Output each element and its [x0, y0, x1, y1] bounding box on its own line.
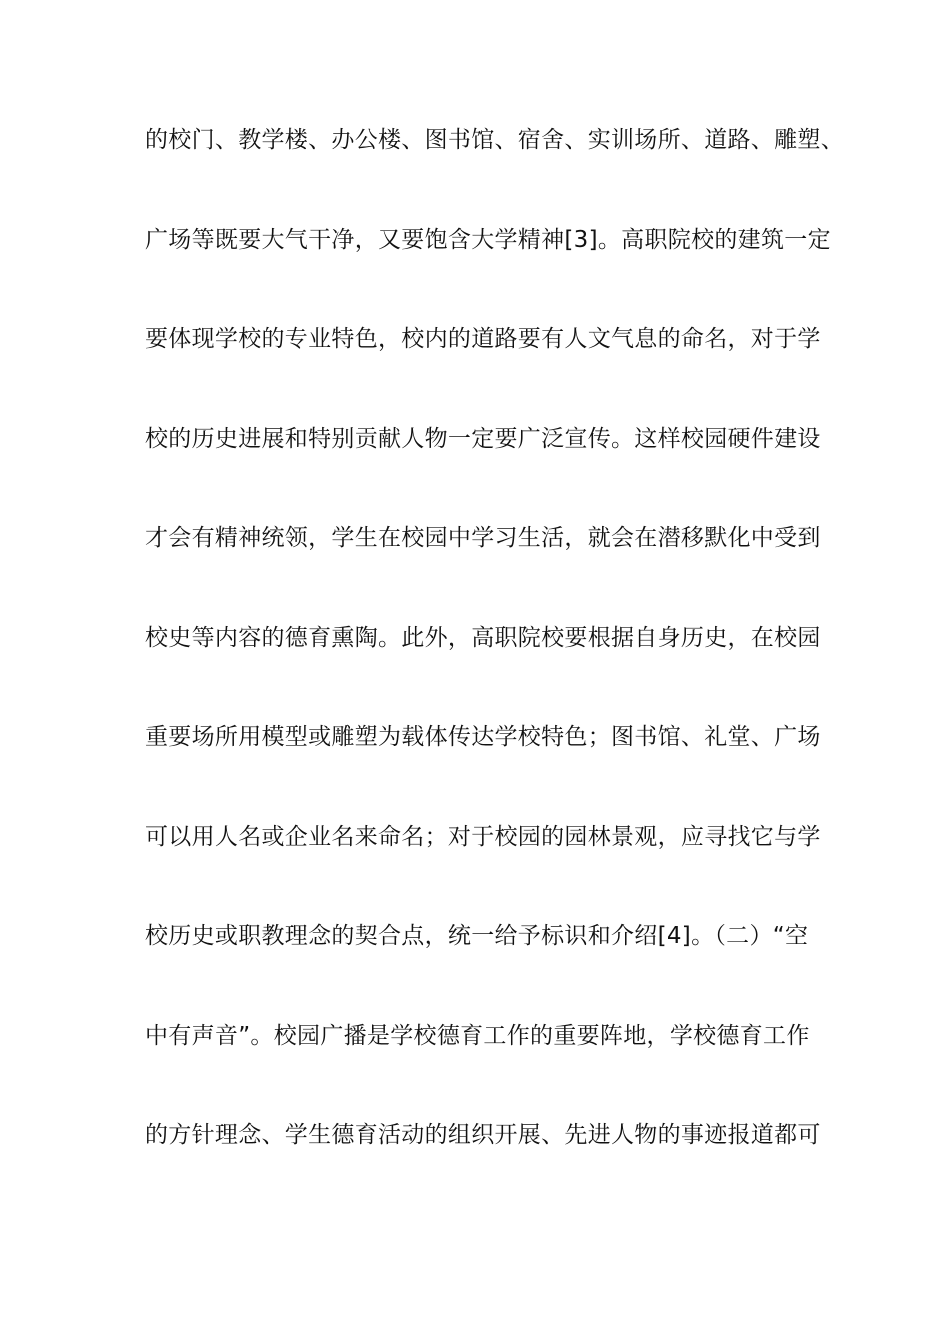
text-line: 广场等既要大气干净，又要饱含大学精神[3]。高职院校的建筑一定 [145, 226, 831, 253]
text-line: 可以用人名或企业名来命名；对于校园的园林景观，应寻找它与学 [145, 823, 821, 850]
text-line: 校历史或职教理念的契合点，统一给予标识和介绍[4]。（二）“空 [145, 923, 809, 949]
text-line: 校史等内容的德育熏陶。此外，高职院校要根据自身历史，在校园 [145, 624, 821, 651]
text-line: 校的历史进展和特别贡献人物一定要广泛宣传。这样校园硬件建设 [145, 425, 821, 452]
text-line: 重要场所用模型或雕塑为载体传达学校特色；图书馆、礼堂、广场 [145, 724, 821, 750]
body-text [145, 127, 844, 1223]
text-line: 才会有精神统领，学生在校园中学习生活，就会在潜移默化中受到 [145, 525, 821, 551]
text-line: 的校门、教学楼、办公楼、图书馆、宿舍、实训场所、道路、雕塑、 [145, 127, 844, 153]
text-line: 中有声音”。校园广播是学校德育工作的重要阵地，学校德育工作 [145, 1022, 810, 1049]
text-line: 要体现学校的专业特色，校内的道路要有人文气息的命名，对于学 [145, 326, 821, 352]
text-line: 的方针理念、学生德育活动的组织开展、先进人物的事迹报道都可 [145, 1122, 821, 1148]
